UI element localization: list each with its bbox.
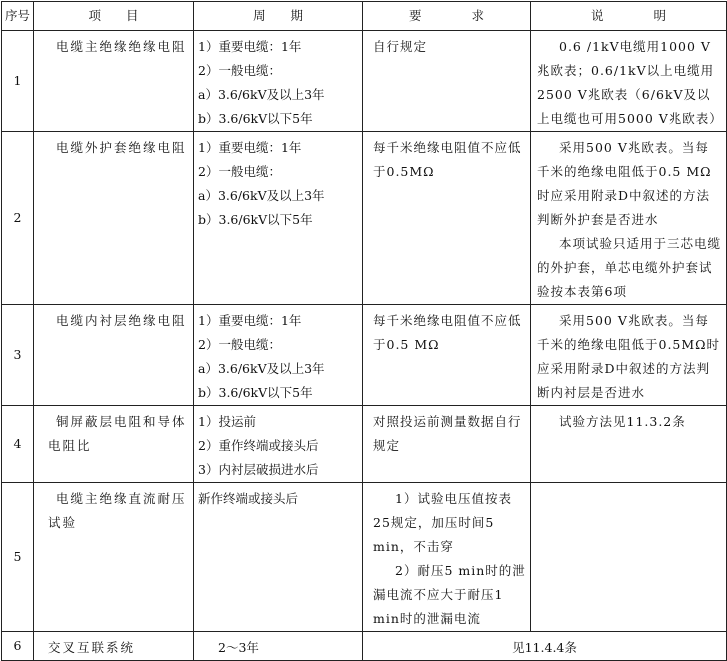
row-merged-note: 见11.4.4条: [363, 632, 727, 661]
header-note: 说 明: [531, 2, 727, 31]
period-line: b）3.6/6kV以下5年: [198, 212, 313, 227]
requirement-paragraph: 2）耐压5 min时的泄漏电流不应大于耐压1 min时的泄漏电流: [373, 563, 526, 626]
table-row: [2, 483, 727, 632]
row-period: [194, 31, 363, 132]
row-note: [531, 305, 727, 406]
period-line: a）3.6/6kV及以上3年: [198, 361, 325, 376]
table-header-row: [2, 2, 727, 31]
note-paragraph: 0.6 /1kV电缆用1000 V兆欧表；0.6/1kV以上电缆用2500 V兆欧表（6/6kV及以上电缆也可用5000 V兆欧表）: [537, 39, 723, 126]
period-line: b）3.6/6kV以下5年: [198, 385, 313, 400]
row-period: [194, 305, 363, 406]
row-item: 电缆主绝缘直流耐压试验: [34, 483, 194, 632]
header-requirement: 要 求: [363, 2, 531, 31]
row-note: [531, 31, 727, 132]
row-seq: 2: [2, 132, 34, 305]
row-requirement: 对照投运前测量数据自行规定: [363, 406, 531, 483]
period-line: 1）重要电缆：1年: [198, 313, 302, 328]
table-row: [2, 406, 727, 483]
table-row: [2, 632, 727, 661]
note-paragraph: 采用500 V兆欧表。当每千米的绝缘电阻低于0.5 MΩ时应采用附录D中叙述的方法判断外护套是否进水: [537, 140, 712, 227]
row-item: 电缆内衬层绝缘电阻: [34, 305, 194, 406]
row-requirement: [363, 483, 531, 632]
period-line: a）3.6/6kV及以上3年: [198, 188, 325, 203]
period-line: 1）投运前: [198, 414, 256, 429]
row-seq: 1: [2, 31, 34, 132]
row-note: [531, 483, 727, 632]
note-paragraph: 本项试验只适用于三芯电缆的外护套，单芯电缆外护套试验按本表第6项: [537, 236, 722, 299]
table-row: [2, 132, 727, 305]
row-note: [531, 406, 727, 483]
row-item: 交叉互联系统: [34, 632, 194, 661]
row-period: 2～3年: [194, 632, 363, 661]
period-line: 1）重要电缆：1年: [198, 39, 302, 54]
header-seq: 序号: [2, 2, 34, 31]
period-line: 2）重作终端或接头后: [198, 438, 319, 453]
row-item: 电缆主绝缘绝缘电阻: [34, 31, 194, 132]
period-line: 2）一般电缆：: [198, 337, 281, 352]
row-requirement: 自行规定: [363, 31, 531, 132]
period-line: 3）内衬层破损进水后: [198, 462, 319, 477]
row-seq: 5: [2, 483, 34, 632]
row-period: [194, 132, 363, 305]
row-item: 电缆外护套绝缘电阻: [34, 132, 194, 305]
table-row: [2, 305, 727, 406]
period-line: 1）重要电缆：1年: [198, 140, 302, 155]
row-seq: 6: [2, 632, 34, 661]
row-requirement: 每千米绝缘电阻值不应低于0.5MΩ: [363, 132, 531, 305]
row-seq: 3: [2, 305, 34, 406]
period-line: a）3.6/6kV及以上3年: [198, 87, 325, 102]
note-paragraph: 采用500 V兆欧表。当每千米的绝缘电阻低于0.5MΩ时应采用附录D中叙述的方法判断内衬层是否进水: [537, 313, 721, 400]
row-period: [194, 406, 363, 483]
row-period: [194, 483, 363, 632]
row-note: [531, 132, 727, 305]
note-paragraph: 试验方法见11.3.2条: [559, 414, 686, 429]
row-requirement: 每千米绝缘电阻值不应低于0.5 MΩ: [363, 305, 531, 406]
period-line: b）3.6/6kV以下5年: [198, 111, 313, 126]
header-period: 周 期: [194, 2, 363, 31]
test-items-table: [1, 1, 727, 661]
row-seq: 4: [2, 406, 34, 483]
period-line: 2）一般电缆：: [198, 63, 281, 78]
requirement-paragraph: 1）试验电压值按表25规定，加压时间5 min，不击穿: [373, 491, 512, 554]
table-row: [2, 31, 727, 132]
header-item: 项 目: [34, 2, 194, 31]
row-item: 铜屏蔽层电阻和导体电阻比: [34, 406, 194, 483]
period-line: 新作终端或接头后: [198, 491, 299, 506]
period-line: 2）一般电缆：: [198, 164, 281, 179]
